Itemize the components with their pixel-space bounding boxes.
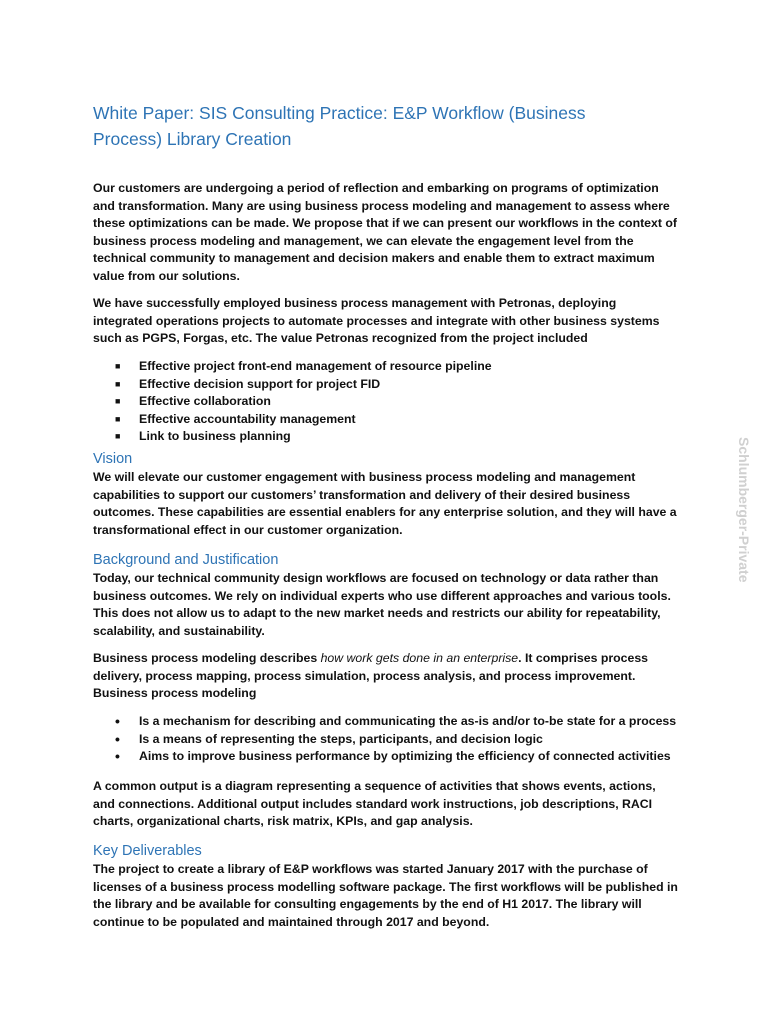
intro-paragraph-1: Our customers are undergoing a period of reflection and embarking on programs of optimization and transformation. Many are using business process modeling and management to assess where these optimizations can be made. We propose that if we can present our workflows in the context of business process modeling and management, we can elevate the engagement level from the technical community to management and decision makers and enable them to extract maximum value from our solutions. bbox=[93, 181, 677, 283]
deliverables-heading: Key Deliverables bbox=[93, 843, 202, 859]
square-bullet-icon: ■ bbox=[115, 431, 121, 442]
list-item: • Is a means of representing the steps, participants, and decision logic bbox=[115, 730, 543, 747]
bpm-bullets-list bbox=[93, 713, 678, 766]
background-paragraph-1: Today, our technical community design workflows are focused on technology or data rather than business outcomes. We rely on individual experts who use different approaches and various tools. This does not allow us to adapt to the new market needs and restricts our ability for repeatability, scalability, and sustainability. bbox=[93, 571, 671, 638]
background-paragraph-3: A common output is a diagram representing a sequence of activities that shows events, actions, and connections. Additional output includes standard work instructions, job descriptions, RACI charts, organizational charts, risk matrix, KPIs, and gap analysis. bbox=[93, 779, 656, 829]
list-item: ■ Effective decision support for project FID bbox=[93, 376, 678, 394]
square-bullet-icon: ■ bbox=[115, 413, 121, 424]
petronas-values-list bbox=[93, 358, 678, 446]
bullet-icon: • bbox=[115, 730, 120, 747]
emphasis-text: how work gets done in an enterprise bbox=[320, 651, 519, 665]
vision-heading: Vision bbox=[93, 451, 133, 467]
list-item: • Aims to improve business performance by optimizing the efficiency of connected activities bbox=[115, 748, 671, 765]
bullet-icon: • bbox=[115, 748, 120, 765]
page-title: White Paper: SIS Consulting Practice: E&P Workflow (Business Process) Library Creation bbox=[93, 103, 586, 149]
background-heading: Background and Justification bbox=[93, 552, 279, 568]
classification-watermark: Schlumberger-Private bbox=[736, 437, 752, 583]
list-item: • Is a mechanism for describing and communicating the as-is and/or to-be state for a process bbox=[115, 713, 677, 729]
square-bullet-icon: ■ bbox=[115, 361, 121, 371]
list-item: ■ Effective project front-end management of resource pipeline bbox=[93, 358, 678, 376]
background-paragraph-2: Business process modeling describes how work gets done in an enterprise. It comprises process delivery, process mapping, process simulation, process analysis, and process improvement. Business process modeling bbox=[93, 651, 648, 701]
vision-paragraph: We will elevate our customer engagement with business process modeling and management capabilities to support our customers’ transformation and delivery of their desired business outcomes. These capabilities are essential enablers for any enterprise solution, and they will have a transformational effect in our customer organization. bbox=[93, 470, 677, 537]
list-item: ■ Effective accountability management bbox=[93, 411, 678, 429]
list-item: ■ Effective collaboration bbox=[93, 393, 678, 411]
deliverables-paragraph: The project to create a library of E&P workflows was started January 2017 with the purchase of licenses of a business process modelling software package. The first workflows will be published in the library and be available for consulting engagements by the end of H1 2017. The library will continue to be populated and maintained through 2017 and beyond. bbox=[93, 862, 678, 929]
square-bullet-icon: ■ bbox=[115, 396, 121, 407]
bullet-icon: • bbox=[115, 713, 120, 729]
intro-paragraph-2: We have successfully employed business process management with Petronas, deploying integrated operations projects to automate processes and integrate with other business systems such as PGPS, Forgas, etc. The value Petronas recognized from the project included bbox=[93, 296, 660, 346]
list-item: ■ Link to business planning bbox=[93, 428, 678, 446]
square-bullet-icon: ■ bbox=[115, 378, 121, 389]
